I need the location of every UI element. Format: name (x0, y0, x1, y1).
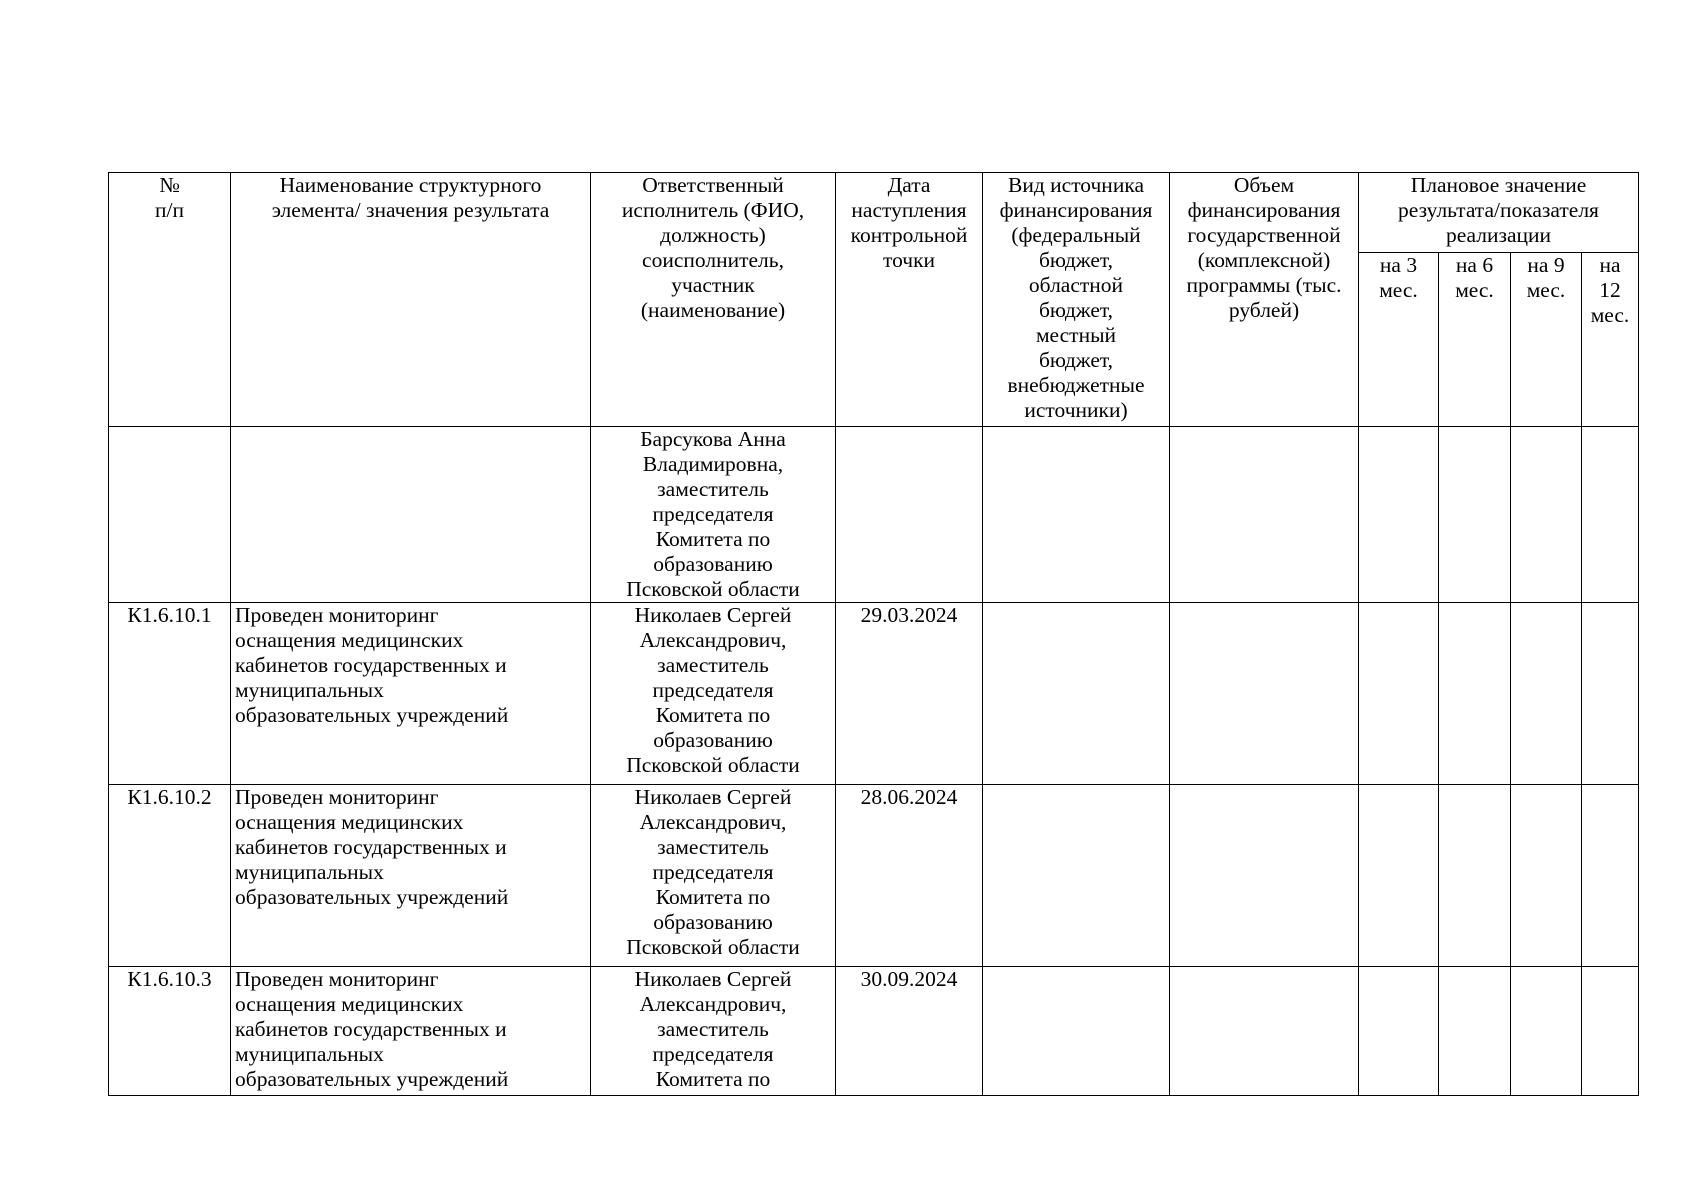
cell-name: Проведен мониторинг оснащения медицинских кабинетов государственных и муниципальных образовательных учреждений (231, 785, 591, 967)
cell-m12 (1582, 967, 1639, 1096)
header-responsible: Ответственный исполнитель (ФИО, должность) соисполнитель, участник (наименование) (591, 173, 836, 427)
table-body (109, 427, 1639, 1096)
cell-m6 (1439, 785, 1511, 967)
cell-num (109, 427, 231, 603)
cell-m9 (1511, 603, 1582, 785)
cell-m12 (1582, 427, 1639, 603)
cell-m6 (1439, 603, 1511, 785)
header-num: № п/п (109, 173, 231, 427)
cell-m12 (1582, 785, 1639, 967)
control-points-table (108, 172, 1639, 1096)
header-plan: Плановое значение результата/показателя реализации (1359, 173, 1639, 253)
header-m6: на 6 мес. (1439, 253, 1511, 427)
cell-name: Проведен мониторинг оснащения медицинских кабинетов государственных и муниципальных образовательных учреждений (231, 603, 591, 785)
cell-date (836, 427, 983, 603)
table-row (109, 427, 1639, 603)
cell-date: 28.06.2024 (836, 785, 983, 967)
table-header (109, 173, 1639, 427)
cell-volume (1170, 967, 1359, 1096)
cell-m6 (1439, 427, 1511, 603)
cell-m3 (1359, 603, 1439, 785)
table-row (109, 785, 1639, 967)
cell-date: 29.03.2024 (836, 603, 983, 785)
table-row (109, 603, 1639, 785)
cell-source (983, 785, 1170, 967)
cell-responsible: Николаев Сергей Александрович, заместитель председателя Комитета по образованию Псковской области (591, 785, 836, 967)
header-m12: на 12 мес. (1582, 253, 1639, 427)
cell-m3 (1359, 427, 1439, 603)
cell-name: Проведен мониторинг оснащения медицинских кабинетов государственных и муниципальных образовательных учреждений (231, 967, 591, 1096)
header-m3: на 3 мес. (1359, 253, 1439, 427)
cell-m9 (1511, 427, 1582, 603)
cell-num: К1.6.10.2 (109, 785, 231, 967)
cell-num: К1.6.10.1 (109, 603, 231, 785)
cell-m12 (1582, 603, 1639, 785)
cell-source (983, 427, 1170, 603)
cell-name (231, 427, 591, 603)
header-source: Вид источника финансирования (федеральный бюджет, областной бюджет, местный бюджет, внебюджетные источники) (983, 173, 1170, 427)
cell-responsible: Николаев Сергей Александрович, заместитель председателя Комитета по (591, 967, 836, 1096)
cell-responsible: Николаев Сергей Александрович, заместитель председателя Комитета по образованию Псковской области (591, 603, 836, 785)
cell-m3 (1359, 785, 1439, 967)
header-m9: на 9 мес. (1511, 253, 1582, 427)
cell-volume (1170, 785, 1359, 967)
header-volume: Объем финансирования государственной (комплексной) программы (тыс. рублей) (1170, 173, 1359, 427)
cell-volume (1170, 603, 1359, 785)
cell-date: 30.09.2024 (836, 967, 983, 1096)
cell-m3 (1359, 967, 1439, 1096)
cell-m9 (1511, 967, 1582, 1096)
cell-num: К1.6.10.3 (109, 967, 231, 1096)
cell-m6 (1439, 967, 1511, 1096)
cell-source (983, 603, 1170, 785)
cell-volume (1170, 427, 1359, 603)
table-row (109, 967, 1639, 1096)
header-name: Наименование структурного элемента/ значения результата (231, 173, 591, 427)
header-date: Дата наступления контрольной точки (836, 173, 983, 427)
cell-responsible: Барсукова Анна Владимировна, заместитель председателя Комитета по образованию Псковской области (591, 427, 836, 603)
cell-m9 (1511, 785, 1582, 967)
cell-source (983, 967, 1170, 1096)
